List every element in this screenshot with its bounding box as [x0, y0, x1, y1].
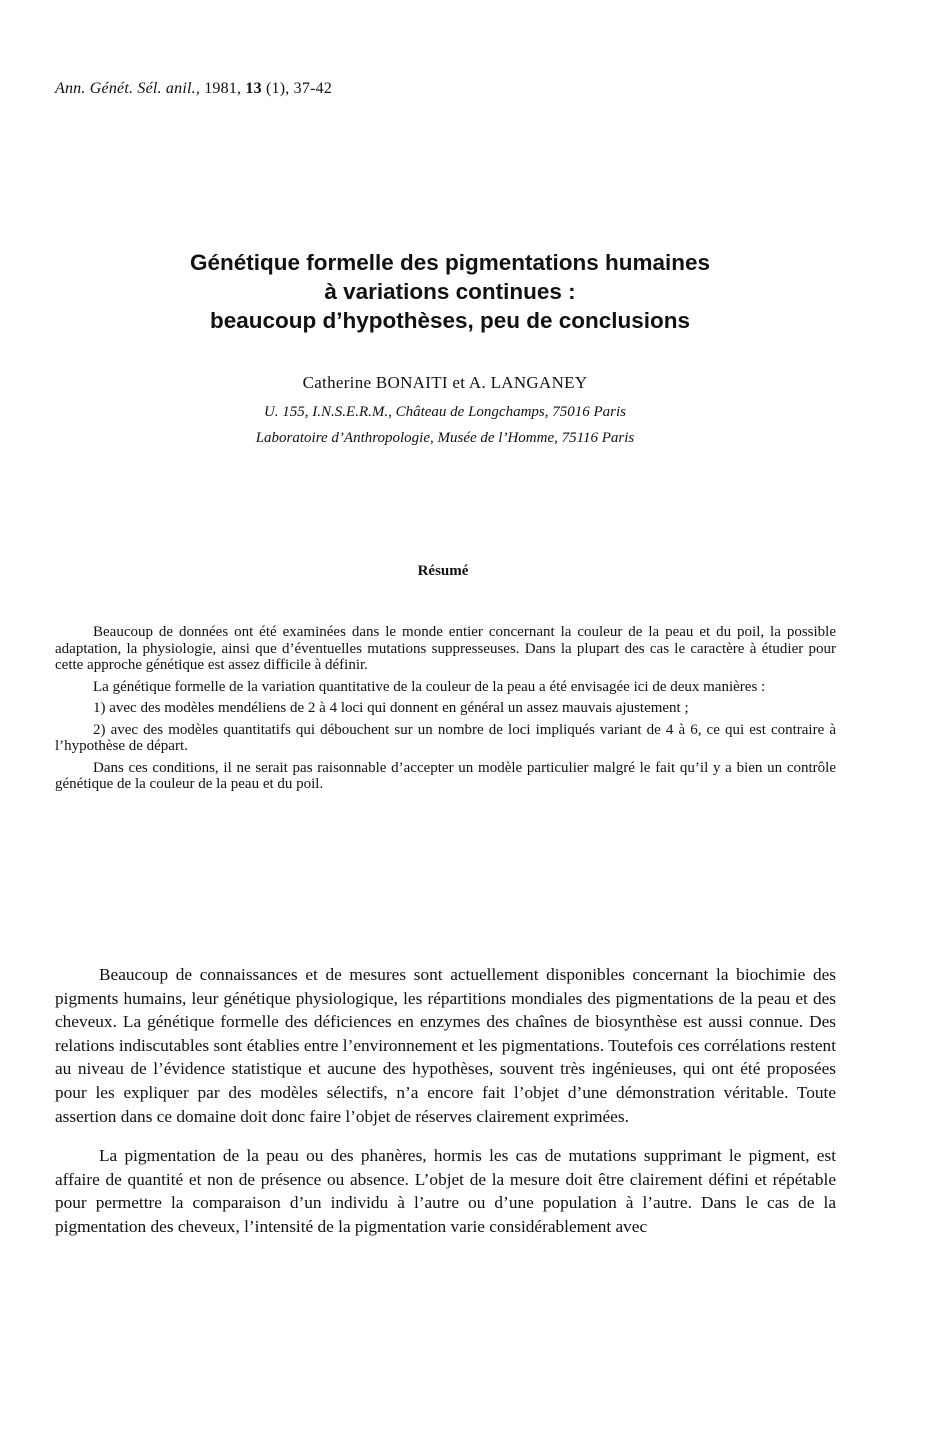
abstract-paragraph: Beaucoup de données ont été examinées dans le monde entier concernant la couleur de la peau et du poil, la possible adaptation, la physiologie, ainsi que d’éventuelles mutations suppresseuses. Dans la plupart des cas le caractère à étudier pour cette approche génétique est assez difficile à définir.: [55, 624, 836, 673]
title-line-3: beaucoup d’hypothèses, peu de conclusions: [209, 308, 691, 333]
journal-reference: [55, 80, 332, 98]
article-title: [0, 248, 900, 335]
abstract-paragraph: 2) avec des modèles quantitatifs qui débouchent sur un nombre de loci impliqués variant de 4 à 6, ce qui est contraire à l’hypothèse de départ.: [55, 721, 836, 754]
affiliation-2: Laboratoire d’Anthropologie, Musée de l’Homme, 75116 Paris: [255, 430, 635, 446]
journal-name: Ann. Génét. Sél. anil.,: [55, 80, 201, 97]
abstract-paragraph: Dans ces conditions, il ne serait pas raisonnable d’accepter un modèle particulier malgré le fait qu’il y a bien un contrôle génétique de la couleur de la peau et du poil.: [55, 759, 836, 792]
affiliation-1: U. 155, I.N.S.E.R.M., Château de Longchamps, 75016 Paris: [263, 404, 627, 420]
body-paragraph: Beaucoup de connaissances et de mesures sont actuellement disponibles concernant la biochimie des pigments humains, leur génétique physiologique, les répartitions mondiales des pigmentations de la peau et des cheveux. La génétique formelle des déficiences en enzymes des chaînes de biosynthèse est aussi connue. Des relations indiscutables sont établies entre l’environnement et les pigmentations. Toutefois ces corrélations restent au niveau de l’évidence statistique et aucune des hypothèses, souvent très ingénieuses, qui ont été proposées pour les expliquer par des modèles sélectifs, n’a encore fait l’objet d’une démonstration véritable. Toute assertion dans ce domaine doit donc faire l’objet de réserves clairement exprimées.: [55, 965, 836, 1126]
abstract-paragraph: La génétique formelle de la variation quantitative de la couleur de la peau a été envisagée ici de deux manières :: [93, 678, 766, 695]
journal-volume: 13: [245, 80, 262, 97]
body-paragraph: La pigmentation de la peau ou des phanères, hormis les cas de mutations supprimant le pigment, est affaire de quantité et non de présence ou absence. L’objet de la mesure doit être clairement défini et répétable pour permettre la comparaison d’un individu à l’autre ou d’une population à l’autre. Dans le cas de la pigmentation des cheveux, l’intensité de la pigmentation varie considérablement avec: [55, 1146, 836, 1236]
body-text: [55, 963, 836, 1255]
abstract-heading: Résumé: [417, 563, 469, 579]
abstract-paragraph: 1) avec des modèles mendéliens de 2 à 4 loci qui donnent en général un assez mauvais ajustement ;: [93, 700, 689, 716]
abstract: [55, 624, 836, 798]
journal-year: 1981,: [204, 80, 242, 97]
journal-issue-pages: (1), 37-42: [266, 80, 333, 97]
title-line-2: à variations continues :: [324, 279, 576, 304]
authors: Catherine BONAITI et A. LANGANEY: [302, 373, 588, 392]
title-line-1: Génétique formelle des pigmentations humaines: [189, 250, 711, 275]
